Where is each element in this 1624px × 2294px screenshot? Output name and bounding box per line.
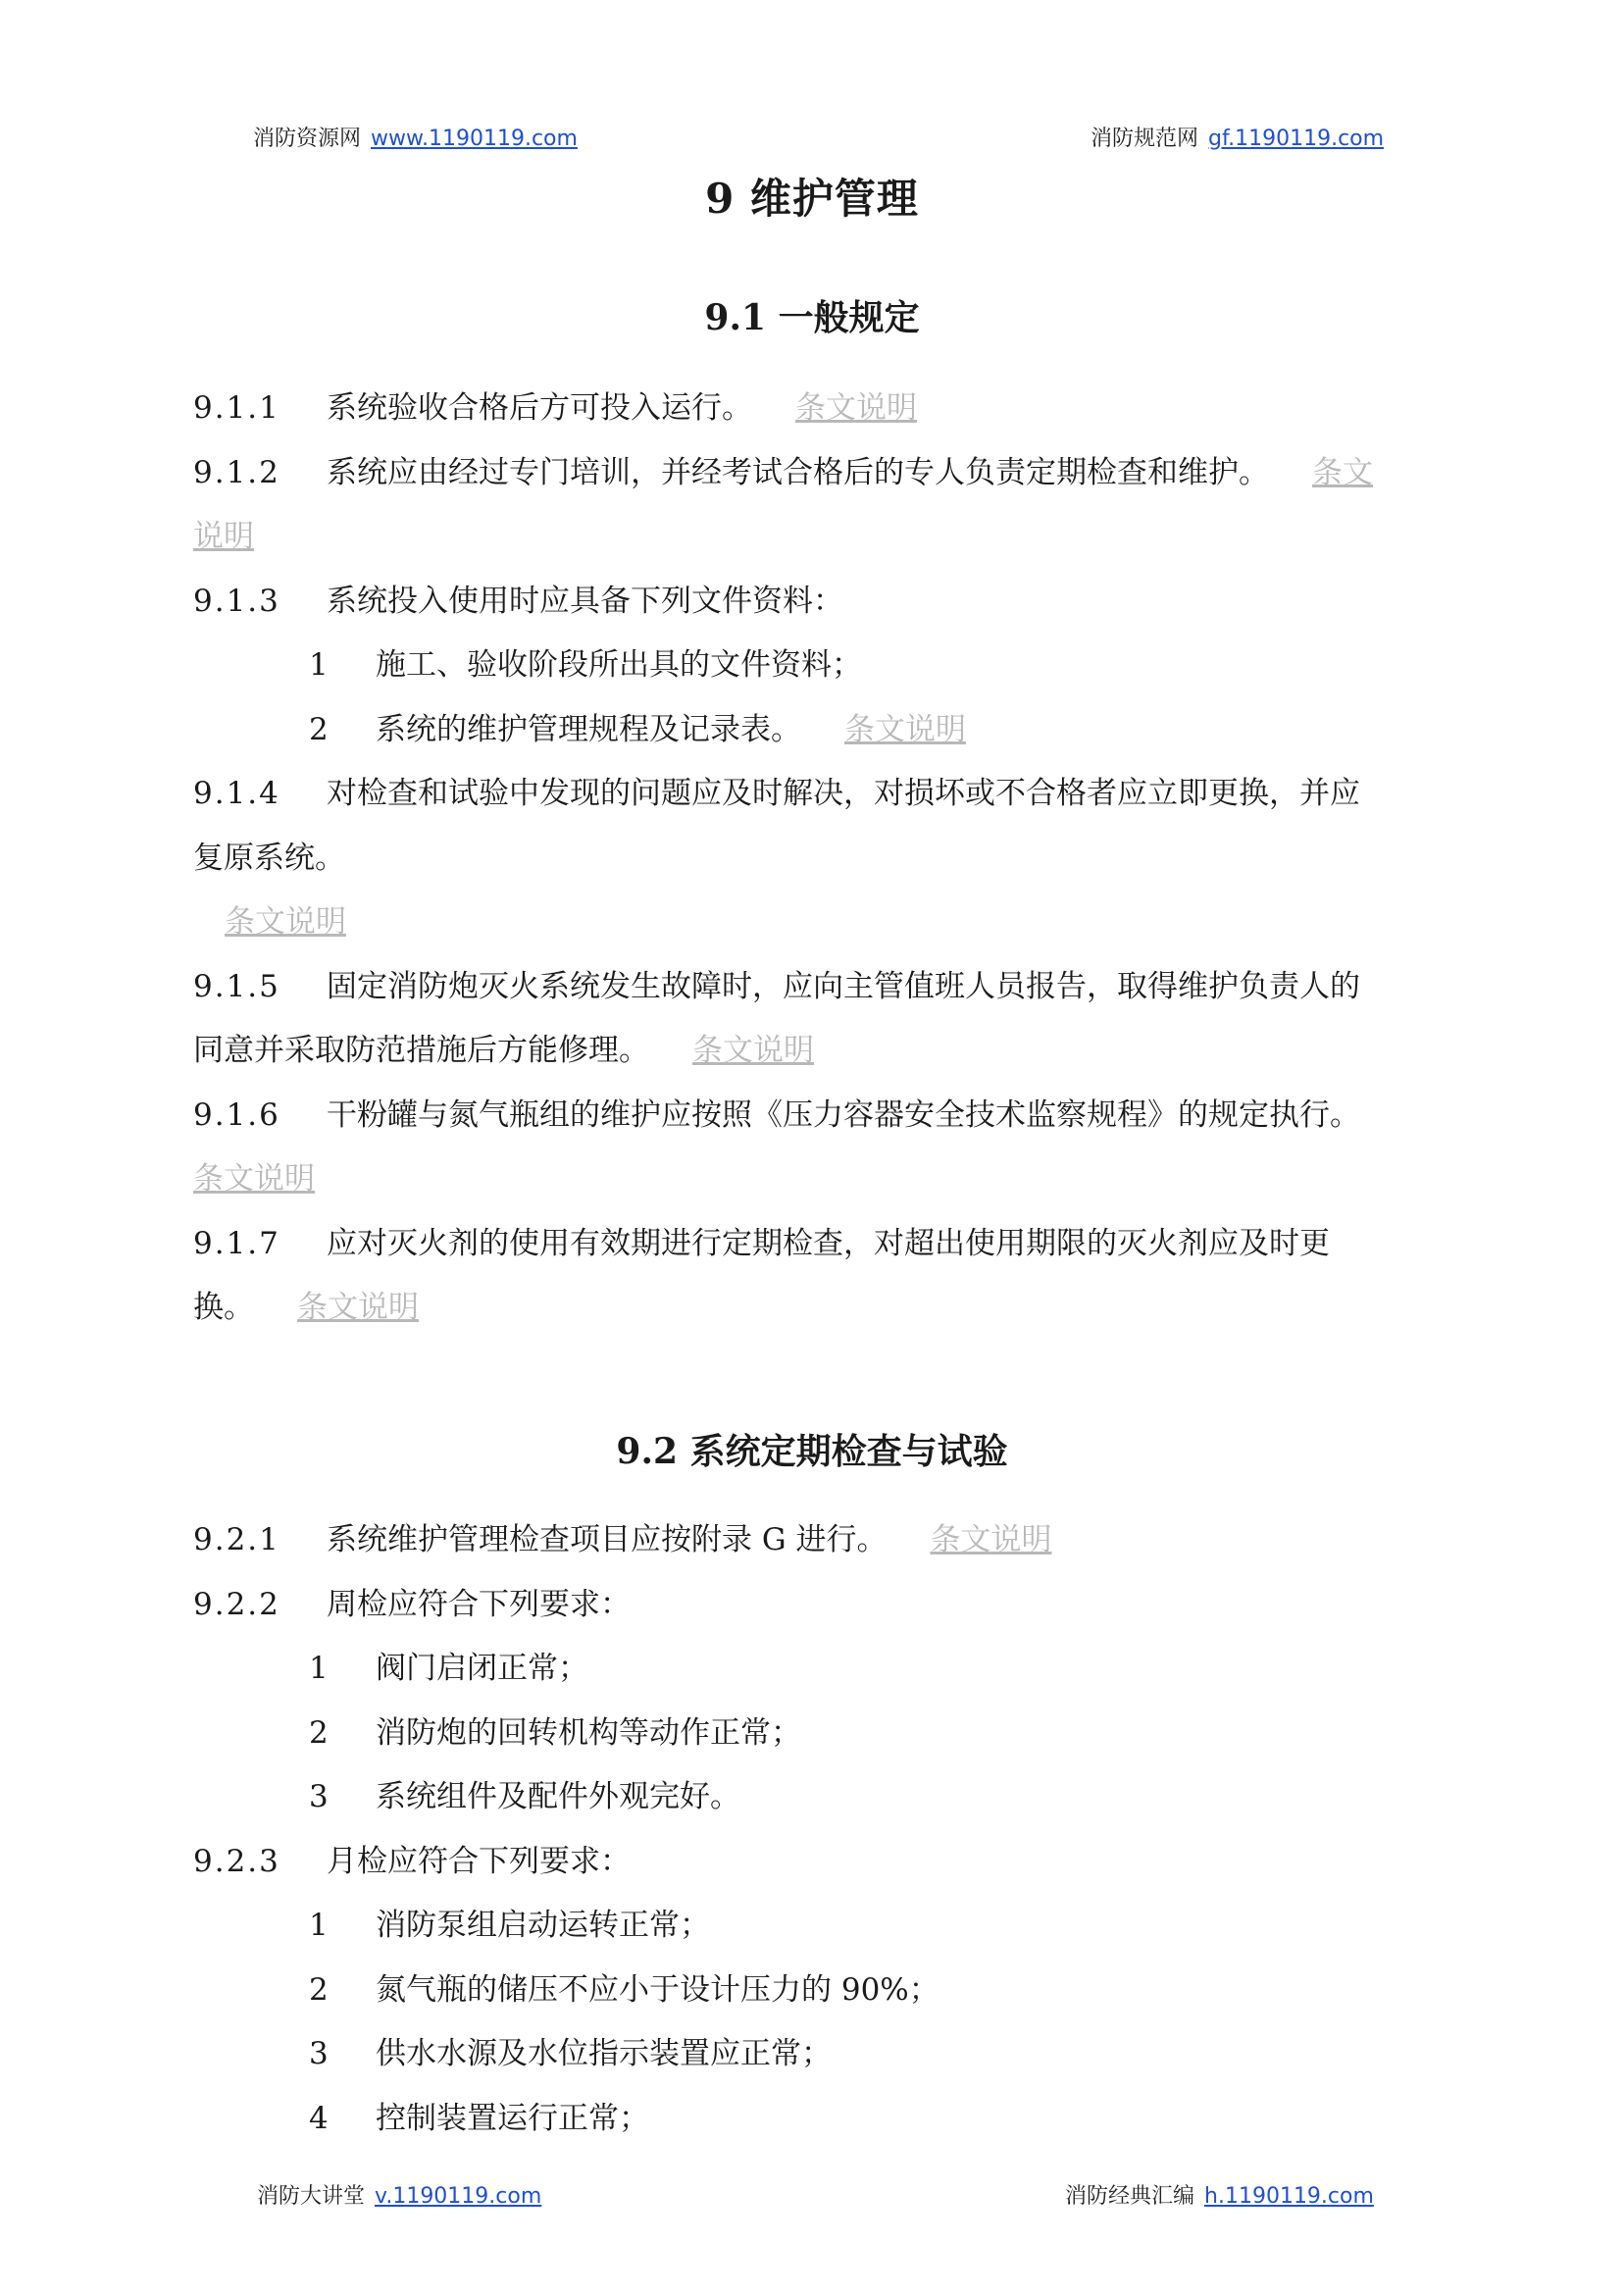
list-item: 2 消防炮的回转机构等动作正常；	[309, 1714, 801, 1751]
clause-9-2-3: 9.2.3 月检应符合下列要求：	[193, 1843, 631, 1879]
clause-note-link[interactable]: 条文说明	[225, 904, 346, 940]
list-item: 2 氮气瓶的储压不应小于设计压力的 90%；	[309, 1971, 939, 2008]
clause-9-1-1: 9.1.1 系统验收合格后方可投入运行。 条文说明	[193, 390, 917, 426]
clause-9-1-6-note	[193, 1147, 1444, 1212]
clause-9-1-7: 9.1.7 应对灭火剂的使用有效期进行定期检查，对超出使用期限的灭火剂应及时更	[193, 1225, 1330, 1261]
section-9-1-body	[193, 377, 1444, 1341]
section-9-2-title: 9.2 系统定期检查与试验	[616, 1431, 1008, 1472]
clause-note-link[interactable]: 条文说明	[193, 1161, 315, 1197]
clause-9-1-4-note	[193, 891, 1444, 955]
header-left-site: 消防资源网	[253, 127, 362, 151]
clause-note-link[interactable]: 说明	[193, 519, 254, 554]
clause-9-2-2: 9.2.2 周检应符合下列要求：	[193, 1586, 631, 1622]
clause-9-1-4-cont: 复原系统。	[193, 840, 345, 876]
list-item: 2 系统的维护管理规程及记录表。 条文说明	[309, 711, 966, 747]
header-right	[1091, 122, 1384, 152]
clause-9-1-5-cont: 同意并采取防范措施后方能修理。 条文说明	[193, 1033, 814, 1068]
footer-right-link[interactable]: h.1190119.com	[1204, 2184, 1374, 2209]
clause-note-link[interactable]: 条文说明	[844, 711, 966, 747]
section-9-1-title: 9.1 一般规定	[704, 297, 920, 338]
clause-9-1-2-cont	[193, 505, 1444, 570]
footer-right	[1065, 2179, 1374, 2210]
clause-note-link[interactable]: 条文说明	[297, 1290, 419, 1325]
list-item: 1 阀门启闭正常；	[309, 1651, 588, 1686]
footer-left	[257, 2179, 541, 2210]
header-left-link[interactable]: www.1190119.com	[371, 127, 578, 151]
footer-right-site: 消防经典汇编	[1065, 2184, 1195, 2209]
list-item: 4 控制装置运行正常；	[309, 2100, 649, 2136]
list-item: 3 系统组件及配件外观完好。	[309, 1779, 740, 1814]
list-item: 1 施工、验收阶段所出具的文件资料；	[309, 647, 862, 683]
chapter-title: 9 维护管理	[705, 175, 919, 223]
clause-9-1-5: 9.1.5 固定消防炮灭火系统发生故障时，应向主管值班人员报告，取得维护负责人的	[193, 968, 1360, 1004]
section-9-2-body	[193, 1508, 1444, 2151]
footer-left-site: 消防大讲堂	[257, 2184, 366, 2209]
clause-9-1-6: 9.1.6 干粉罐与氮气瓶组的维护应按照《压力容器安全技术监察规程》的规定执行。	[193, 1096, 1360, 1133]
clause-9-1-2: 9.1.2 系统应由经过专门培训，并经考试合格后的专人负责定期检查和维护。 条文	[193, 454, 1373, 490]
header-right-site: 消防规范网	[1091, 127, 1199, 151]
clause-note-link[interactable]: 条文说明	[930, 1522, 1052, 1557]
footer-left-link[interactable]: v.1190119.com	[375, 2184, 542, 2209]
clause-9-2-1: 9.2.1 系统维护管理检查项目应按附录 G 进行。 条文说明	[193, 1522, 1052, 1557]
clause-9-1-7-cont: 换。 条文说明	[193, 1290, 419, 1325]
list-item: 1 消防泵组启动运转正常；	[309, 1908, 710, 1943]
header-left	[253, 122, 578, 152]
header-right-link[interactable]: gf.1190119.com	[1208, 127, 1385, 151]
clause-note-link[interactable]: 条文说明	[795, 390, 917, 426]
list-item: 3 供水水源及水位指示装置应正常；	[309, 2036, 832, 2071]
clause-9-1-4: 9.1.4 对检查和试验中发现的问题应及时解决，对损坏或不合格者应立即更换，并应	[193, 776, 1360, 811]
clause-note-link[interactable]: 条文说明	[692, 1033, 814, 1068]
clause-9-1-3: 9.1.3 系统投入使用时应具备下列文件资料：	[193, 583, 843, 619]
clause-note-link[interactable]: 条文	[1312, 454, 1373, 490]
